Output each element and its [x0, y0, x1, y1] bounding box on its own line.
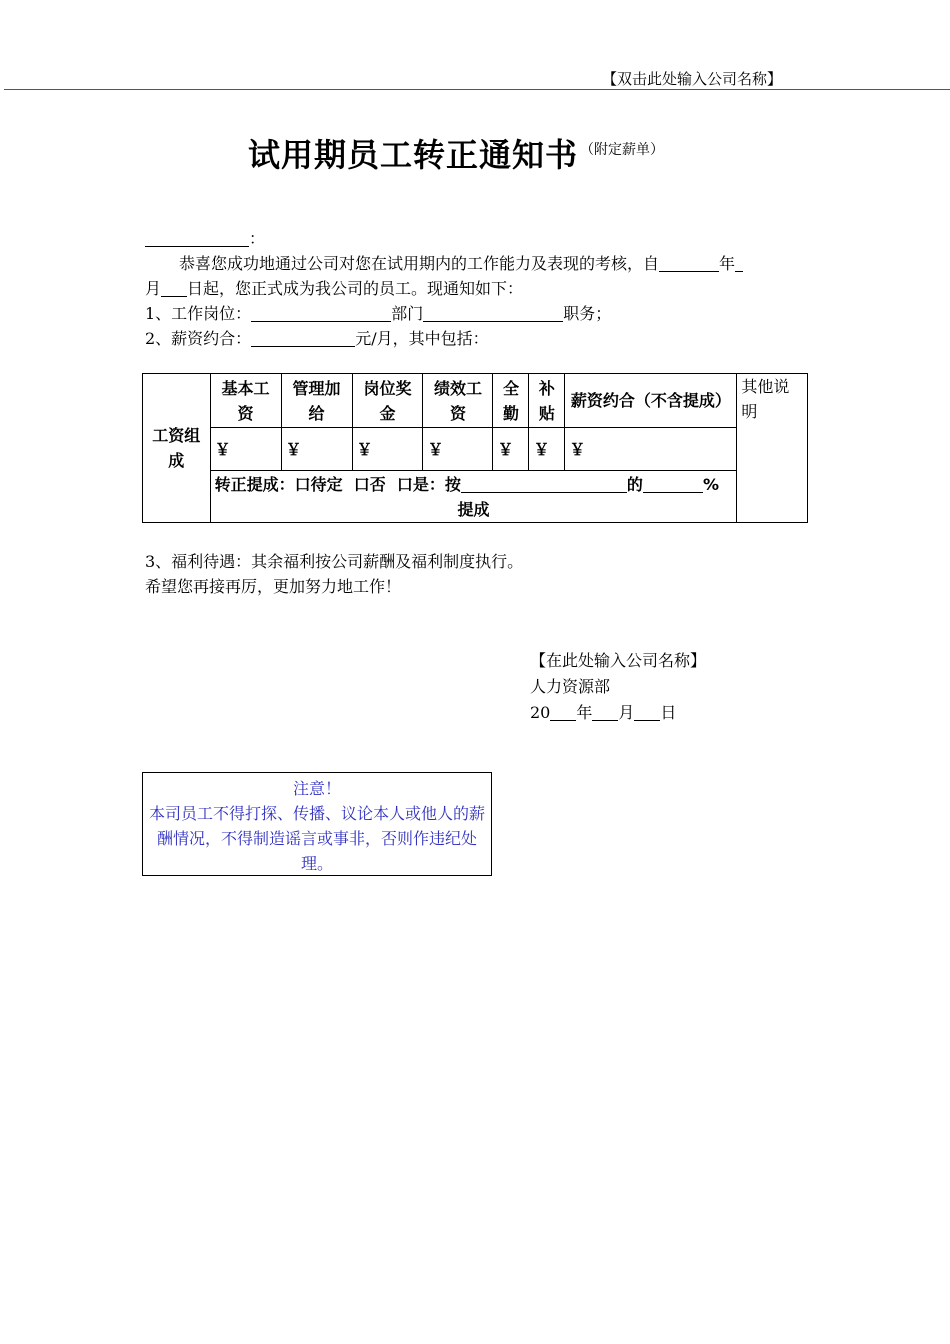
header-divider — [4, 89, 950, 90]
item1-position-label: 职务； — [563, 304, 612, 323]
header-performance-salary: 绩效工资 — [423, 374, 493, 428]
salary-composition-label: 工资组成 — [143, 374, 211, 523]
letter-body — [145, 226, 805, 351]
salary-table — [142, 373, 808, 523]
commission-option-pending[interactable]: 口待定 — [294, 474, 343, 494]
signature-block — [530, 648, 706, 726]
header-management-allowance: 管理加给 — [281, 374, 352, 428]
header-full-attendance: 全勤 — [493, 374, 529, 428]
commission-percent-blank[interactable] — [643, 474, 703, 493]
date-month-label: 月 — [618, 703, 635, 722]
intro-year-label: 年 — [719, 254, 736, 273]
performance-salary-cell[interactable]: ￥ — [423, 428, 493, 471]
position-bonus-cell[interactable]: ￥ — [352, 428, 423, 471]
department-blank[interactable] — [251, 303, 391, 322]
start-year-blank[interactable] — [659, 253, 719, 272]
intro-text-1: 恭喜您成功地通过公司对您在试用期内的工作能力及表现的考核，自 — [179, 254, 660, 273]
intro-line-1 — [145, 251, 805, 276]
commission-percent-sign: % — [702, 474, 719, 494]
commission-option-yes[interactable]: 口是：按 — [396, 474, 461, 494]
item-benefits: 3、福利待遇：其余福利按公司薪酬及福利制度执行。 — [145, 552, 524, 571]
recipient-line — [145, 226, 805, 251]
signature-company[interactable]: 【在此处输入公司名称】 — [530, 651, 707, 670]
commission-option-no[interactable]: 口否 — [353, 474, 386, 494]
intro-month-label: 月 — [145, 279, 162, 298]
date-year-prefix: 20 — [530, 703, 551, 722]
date-year-blank[interactable] — [550, 702, 576, 721]
full-attendance-cell[interactable]: ￥ — [493, 428, 529, 471]
header-position-bonus: 岗位奖金 — [352, 374, 423, 428]
total-salary-cell[interactable]: ￥ — [565, 428, 737, 471]
header-basic-salary: 基本工资 — [210, 374, 281, 428]
start-day-blank[interactable] — [161, 278, 187, 297]
item1-dept-label: 部门 — [391, 304, 424, 323]
closing-sentence: 希望您再接再厉，更加努力地工作！ — [145, 577, 402, 596]
header-other-notes: 其他说明 — [737, 374, 808, 523]
title-block — [248, 130, 664, 176]
commission-line — [215, 472, 733, 497]
start-month-blank-a[interactable] — [735, 253, 743, 272]
notice-body: 本司员工不得打探、传播、议论本人或他人的薪酬情况，不得制造谣言或事非，否则作违纪处理。 — [148, 804, 485, 873]
item2-prefix: 2、薪资约合： — [145, 329, 252, 348]
recipient-colon: ： — [249, 229, 266, 248]
subsidy-cell[interactable]: ￥ — [529, 428, 565, 471]
signature-date — [530, 700, 706, 726]
header-total-salary: 薪资约合（不含提成） — [565, 374, 737, 428]
commission-of-label: 的 — [626, 474, 643, 494]
date-year-label: 年 — [576, 703, 593, 722]
intro-line-2 — [145, 276, 805, 301]
page-title: 试用期员工转正通知书 — [248, 136, 579, 174]
header-company-name[interactable]: 【双击此处输入公司名称】 — [602, 70, 783, 88]
management-allowance-cell[interactable]: ￥ — [281, 428, 352, 471]
signature-department: 人力资源部 — [530, 677, 611, 696]
item2-suffix: 元/月，其中包括： — [355, 329, 489, 348]
position-blank[interactable] — [423, 303, 563, 322]
item-job-position — [145, 301, 805, 326]
letter-closing-block — [145, 549, 805, 599]
date-month-blank[interactable] — [592, 702, 618, 721]
item1-prefix: 1、工作岗位： — [145, 304, 252, 323]
header-subsidy: 补贴 — [529, 374, 565, 428]
recipient-blank[interactable] — [145, 228, 249, 247]
notice-title: 注意！ — [292, 779, 341, 798]
salary-amount-blank[interactable] — [251, 328, 355, 347]
commission-tail: 提成 — [457, 499, 490, 519]
item-salary — [145, 326, 805, 351]
commission-label: 转正提成： — [214, 474, 295, 494]
intro-text-2: 日起，您正式成为我公司的员工。现通知如下： — [187, 279, 524, 298]
date-day-label: 日 — [660, 703, 677, 722]
date-day-blank[interactable] — [634, 702, 660, 721]
basic-salary-cell[interactable]: ￥ — [210, 428, 281, 471]
confidentiality-notice — [142, 772, 492, 876]
page-subtitle: （附定薪单） — [580, 142, 665, 158]
commission-basis-blank[interactable] — [461, 474, 627, 493]
commission-cell — [210, 471, 737, 523]
